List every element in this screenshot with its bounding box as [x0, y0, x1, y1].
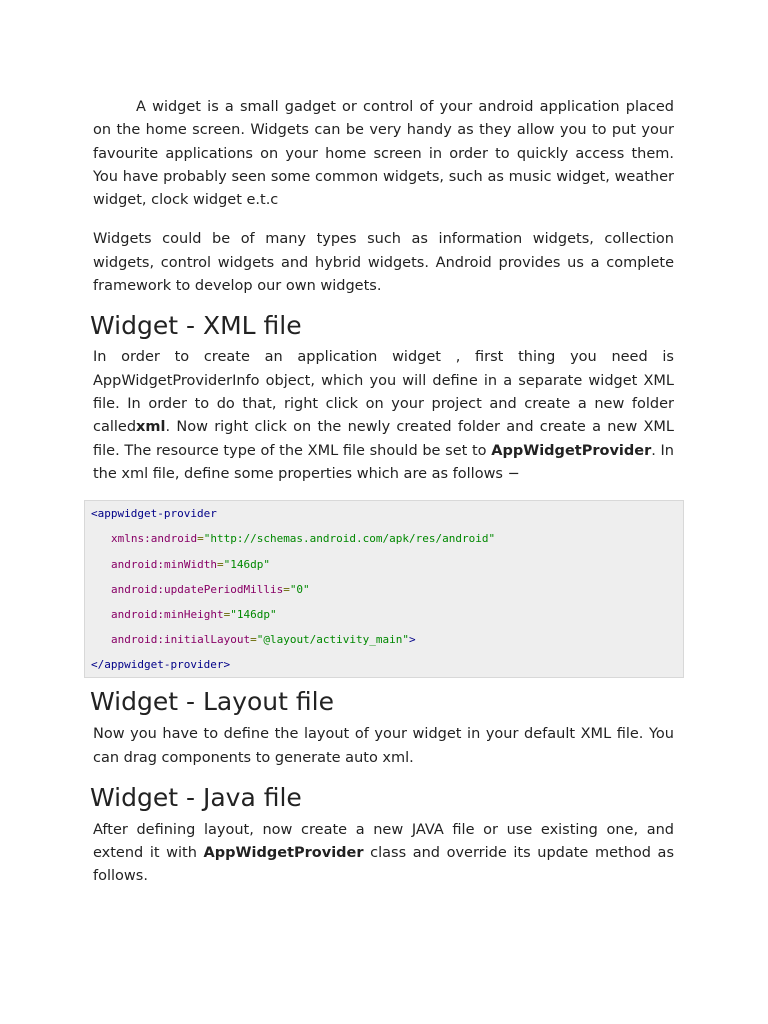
- code-line-attr: [85, 533, 683, 558]
- java-class-name: AppWidgetProvider: [203, 845, 364, 862]
- code-attr-name: android:initialLayout: [111, 633, 251, 647]
- xml-text-1: In order to create an application widget , first thing you need is AppWidgetProviderInfo object, which you will define in a separate widget XML file. In order to do that, right click on your project and create a new folder called: [93, 349, 674, 436]
- code-line-attr: [85, 559, 683, 584]
- intro-paragraph: A widget is a small gadget or control of your android application placed on the home screen. Widgets can be very handy as they allow you to put your favourite applications on your home screen in order to quickly access them. You have probably seen some common widgets, such as music widget, weather widget, clock widget e.t.c: [93, 99, 674, 209]
- code-attr-name: android:updatePeriodMillis: [111, 582, 284, 596]
- layout-file-heading: Widget - Layout file: [90, 687, 334, 717]
- layout-file-paragraph: Now you have to define the layout of your widget in your default XML file. You can drag components to generate auto xml.: [93, 726, 674, 766]
- xml-file-heading: Widget - XML file: [90, 311, 302, 341]
- code-equals: =: [283, 582, 290, 596]
- xml-text-3: . In the xml file, define some properties which are as follows −: [93, 442, 674, 482]
- xml-folder-name: xml: [136, 419, 166, 436]
- code-attr-name: android:minHeight: [111, 607, 224, 621]
- java-text-1: After defining layout, now create a new JAVA file or use existing one, and extend it with: [93, 821, 674, 862]
- code-equals: =: [223, 607, 231, 621]
- code-attr-value: "146dp": [230, 607, 277, 621]
- code-attr-name: xmlns:android: [111, 532, 198, 546]
- code-line-attr: [85, 634, 683, 659]
- java-file-paragraph: [93, 819, 674, 889]
- code-equals: =: [250, 633, 257, 647]
- code-attr-value: "@layout/activity_main": [256, 633, 410, 647]
- code-attr-name: android:minWidth: [111, 557, 217, 571]
- code-line-open-tag: [85, 508, 683, 533]
- code-equals: =: [216, 557, 224, 571]
- code-attr-value: "0": [289, 582, 310, 596]
- document-body: [90, 96, 674, 889]
- xml-file-paragraph: [93, 346, 674, 486]
- code-line-attr: [85, 609, 683, 634]
- code-attr-value: "146dp": [223, 557, 270, 571]
- code-attr-value: "http://schemas.android.com/apk/res/android": [203, 532, 496, 546]
- code-equals: =: [197, 532, 204, 546]
- java-text-2: class and override its update method as follows.: [93, 845, 674, 885]
- code-line-close-tag: [85, 659, 683, 671]
- java-file-heading: Widget - Java file: [90, 782, 302, 812]
- widget-types-paragraph: Widgets could be of many types such as information widgets, collection widgets, control widgets and hybrid widgets. Android provides us a complete framework to develop our own widgets.: [93, 231, 674, 295]
- xml-code-block: [84, 500, 684, 678]
- resource-type-name: AppWidgetProvider: [491, 442, 652, 459]
- code-open-tag: <appwidget-provider: [91, 507, 217, 521]
- code-close-tag: </appwidget-provider>: [91, 658, 231, 672]
- xml-text-2: . Now right click on the newly created folder and create a new XML file. The resource type of the XML file should be set to: [93, 419, 674, 459]
- code-line-attr: [85, 584, 683, 609]
- code-close-bracket: >: [409, 633, 416, 647]
